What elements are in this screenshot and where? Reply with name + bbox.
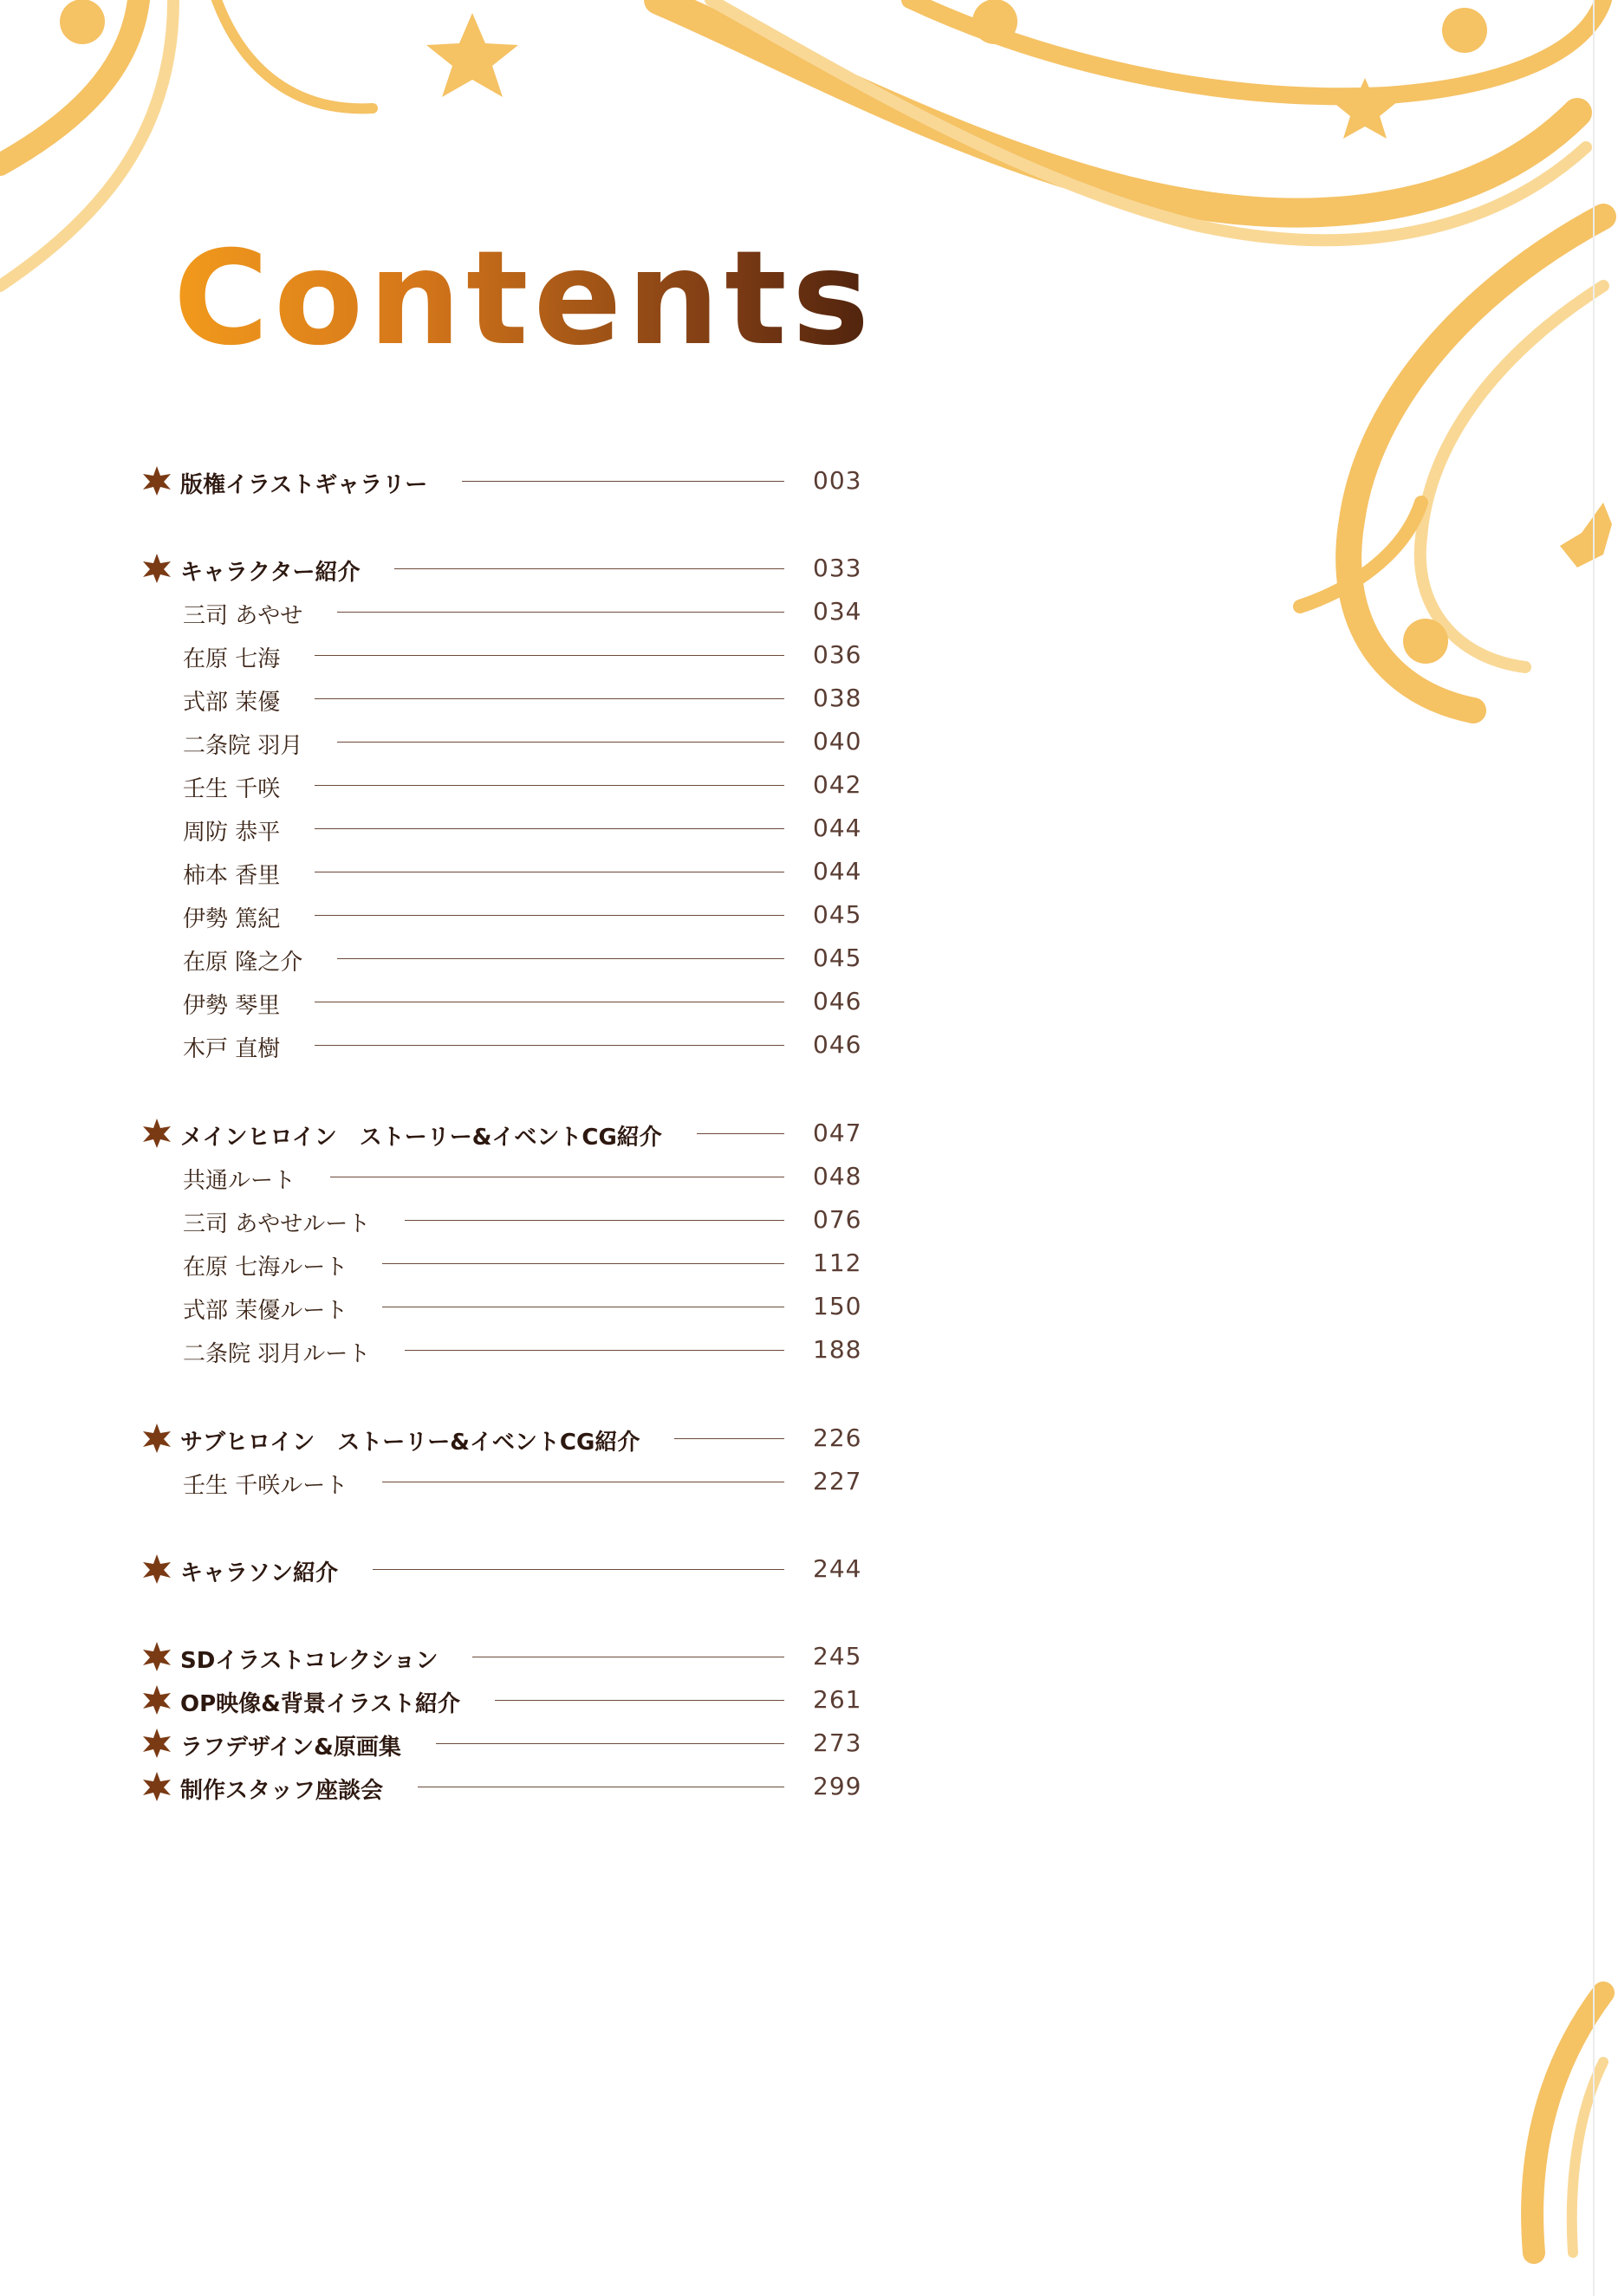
toc-section-entry[interactable] bbox=[0, 1678, 884, 1722]
toc-page-number: 076 bbox=[813, 1205, 862, 1234]
toc-entry-label: キャラクター紹介 bbox=[180, 560, 361, 586]
star-bullet-icon bbox=[142, 1424, 172, 1453]
toc-leader-line bbox=[405, 1350, 784, 1351]
toc-entry-label: 二条院 羽月ルート bbox=[183, 1341, 371, 1367]
toc-entry-label: 式部 茉優 bbox=[183, 690, 281, 716]
toc-item-entry[interactable] bbox=[0, 1155, 884, 1198]
toc-page-number: 188 bbox=[813, 1335, 862, 1364]
star-bullet-icon bbox=[142, 1554, 172, 1584]
toc-page-number: 044 bbox=[813, 814, 862, 842]
toc-page-number: 227 bbox=[813, 1467, 862, 1495]
toc-entry-label: OP映像&背景イラスト紹介 bbox=[180, 1691, 461, 1717]
toc-item-entry[interactable] bbox=[0, 1285, 884, 1328]
toc-item-entry[interactable] bbox=[0, 633, 884, 677]
toc-page-number: 046 bbox=[813, 1030, 862, 1059]
toc-page-number: 046 bbox=[813, 987, 862, 1015]
toc-page-number: 150 bbox=[813, 1292, 862, 1320]
toc-leader-line bbox=[315, 915, 784, 916]
toc-entry-label: 壬生 千咲ルート bbox=[183, 1473, 348, 1499]
toc-entry-label: キャラソン紹介 bbox=[180, 1560, 339, 1586]
toc-section-entry[interactable] bbox=[0, 1417, 884, 1460]
toc-leader-line bbox=[315, 1045, 784, 1046]
toc-item-entry[interactable] bbox=[0, 893, 884, 937]
toc-page-number: 034 bbox=[813, 597, 862, 626]
toc-section-entry[interactable] bbox=[0, 459, 884, 503]
toc-page-number: 048 bbox=[813, 1162, 862, 1190]
toc-entry-label: 版権イラストギャラリー bbox=[180, 472, 428, 498]
toc-leader-line bbox=[373, 1569, 784, 1570]
toc-entry-label: 木戸 直樹 bbox=[183, 1036, 281, 1062]
toc-leader-line bbox=[436, 1743, 784, 1744]
toc-leader-line bbox=[405, 1220, 784, 1221]
toc-leader-line bbox=[697, 1133, 784, 1134]
toc-entry-label: 周防 恭平 bbox=[183, 820, 281, 846]
toc-item-entry[interactable] bbox=[0, 980, 884, 1023]
toc-section-entry[interactable] bbox=[0, 1765, 884, 1808]
toc-entry-label: 三司 あやせ bbox=[183, 603, 303, 629]
toc-entry-label: 在原 隆之介 bbox=[183, 950, 303, 976]
toc-page-number: 045 bbox=[813, 944, 862, 972]
toc-page-number: 226 bbox=[813, 1424, 862, 1452]
toc-section-entry[interactable] bbox=[0, 547, 884, 590]
toc-entry-label: 式部 茉優ルート bbox=[183, 1298, 348, 1324]
toc-item-entry[interactable] bbox=[0, 1242, 884, 1285]
toc-page-number: 042 bbox=[813, 770, 862, 799]
star-bullet-icon bbox=[142, 1642, 172, 1671]
star-bullet-icon bbox=[142, 1119, 172, 1148]
toc-leader-line bbox=[674, 1438, 784, 1439]
toc-section-entry[interactable] bbox=[0, 1112, 884, 1155]
star-bullet-icon bbox=[142, 466, 172, 496]
toc-item-entry[interactable] bbox=[0, 937, 884, 980]
toc-item-entry[interactable] bbox=[0, 1023, 884, 1067]
toc-item-entry[interactable] bbox=[0, 677, 884, 720]
star-bullet-icon bbox=[142, 1772, 172, 1801]
toc-entry-label: 伊勢 篤紀 bbox=[183, 906, 281, 932]
toc-page-number: 047 bbox=[813, 1119, 862, 1147]
toc-entry-label: ラフデザイン&原画集 bbox=[180, 1735, 401, 1761]
toc-leader-line bbox=[382, 1263, 784, 1264]
toc-page-number: 038 bbox=[813, 684, 862, 712]
toc-entry-label: 二条院 羽月 bbox=[183, 733, 303, 759]
toc-page-number: 112 bbox=[813, 1249, 862, 1277]
toc-item-entry[interactable] bbox=[0, 1460, 884, 1503]
toc-item-entry[interactable] bbox=[0, 763, 884, 807]
toc-leader-line bbox=[315, 785, 784, 786]
star-bullet-icon bbox=[142, 554, 172, 583]
page-edge bbox=[1593, 0, 1595, 2296]
toc-section-entry[interactable] bbox=[0, 1547, 884, 1591]
toc-leader-line bbox=[337, 742, 784, 743]
toc-section-entry[interactable] bbox=[0, 1635, 884, 1678]
toc-entry-label: 伊勢 琴里 bbox=[183, 993, 281, 1019]
toc-item-entry[interactable] bbox=[0, 850, 884, 893]
toc-page-number: 045 bbox=[813, 900, 862, 929]
toc-entry-label: 柿本 香里 bbox=[183, 863, 281, 889]
toc-leader-line bbox=[315, 698, 784, 699]
toc-leader-line bbox=[495, 1700, 784, 1701]
toc-page-number: 033 bbox=[813, 554, 862, 582]
toc-page-number: 244 bbox=[813, 1554, 862, 1583]
toc-page-number: 245 bbox=[813, 1642, 862, 1670]
toc-leader-line bbox=[337, 612, 784, 613]
page-title: Contents bbox=[173, 224, 875, 374]
toc-entry-label: SDイラストコレクション bbox=[180, 1648, 439, 1674]
toc-page-number: 003 bbox=[813, 466, 862, 495]
toc-page-number: 044 bbox=[813, 857, 862, 885]
toc-entry-label: 在原 七海 bbox=[183, 646, 281, 672]
toc-item-entry[interactable] bbox=[0, 720, 884, 763]
toc-entry-label: サブヒロイン ストーリー&イベントCG紹介 bbox=[180, 1430, 640, 1456]
toc-section-entry[interactable] bbox=[0, 1722, 884, 1765]
toc-item-entry[interactable] bbox=[0, 1328, 884, 1372]
toc-item-entry[interactable] bbox=[0, 590, 884, 633]
toc-page-number: 036 bbox=[813, 640, 862, 669]
toc-page-number: 040 bbox=[813, 727, 862, 756]
toc-page-number: 261 bbox=[813, 1685, 862, 1714]
toc-leader-line bbox=[337, 958, 784, 959]
toc-leader-line bbox=[394, 568, 784, 569]
star-bullet-icon bbox=[142, 1728, 172, 1758]
toc-page-number: 273 bbox=[813, 1728, 862, 1757]
toc-leader-line bbox=[462, 481, 784, 482]
toc-leader-line bbox=[315, 655, 784, 656]
toc-entry-label: 制作スタッフ座談会 bbox=[180, 1778, 384, 1804]
toc-entry-label: メインヒロイン ストーリー&イベントCG紹介 bbox=[180, 1125, 662, 1151]
toc-leader-line bbox=[315, 828, 784, 829]
toc-item-entry[interactable] bbox=[0, 1198, 884, 1242]
toc-entry-label: 在原 七海ルート bbox=[183, 1255, 348, 1281]
toc-entry-label: 壬生 千咲 bbox=[183, 776, 281, 802]
toc-page-number: 299 bbox=[813, 1772, 862, 1800]
toc-entry-label: 三司 あやせルート bbox=[183, 1211, 371, 1237]
star-bullet-icon bbox=[142, 1685, 172, 1715]
toc-entry-label: 共通ルート bbox=[183, 1168, 296, 1194]
toc-item-entry[interactable] bbox=[0, 807, 884, 850]
